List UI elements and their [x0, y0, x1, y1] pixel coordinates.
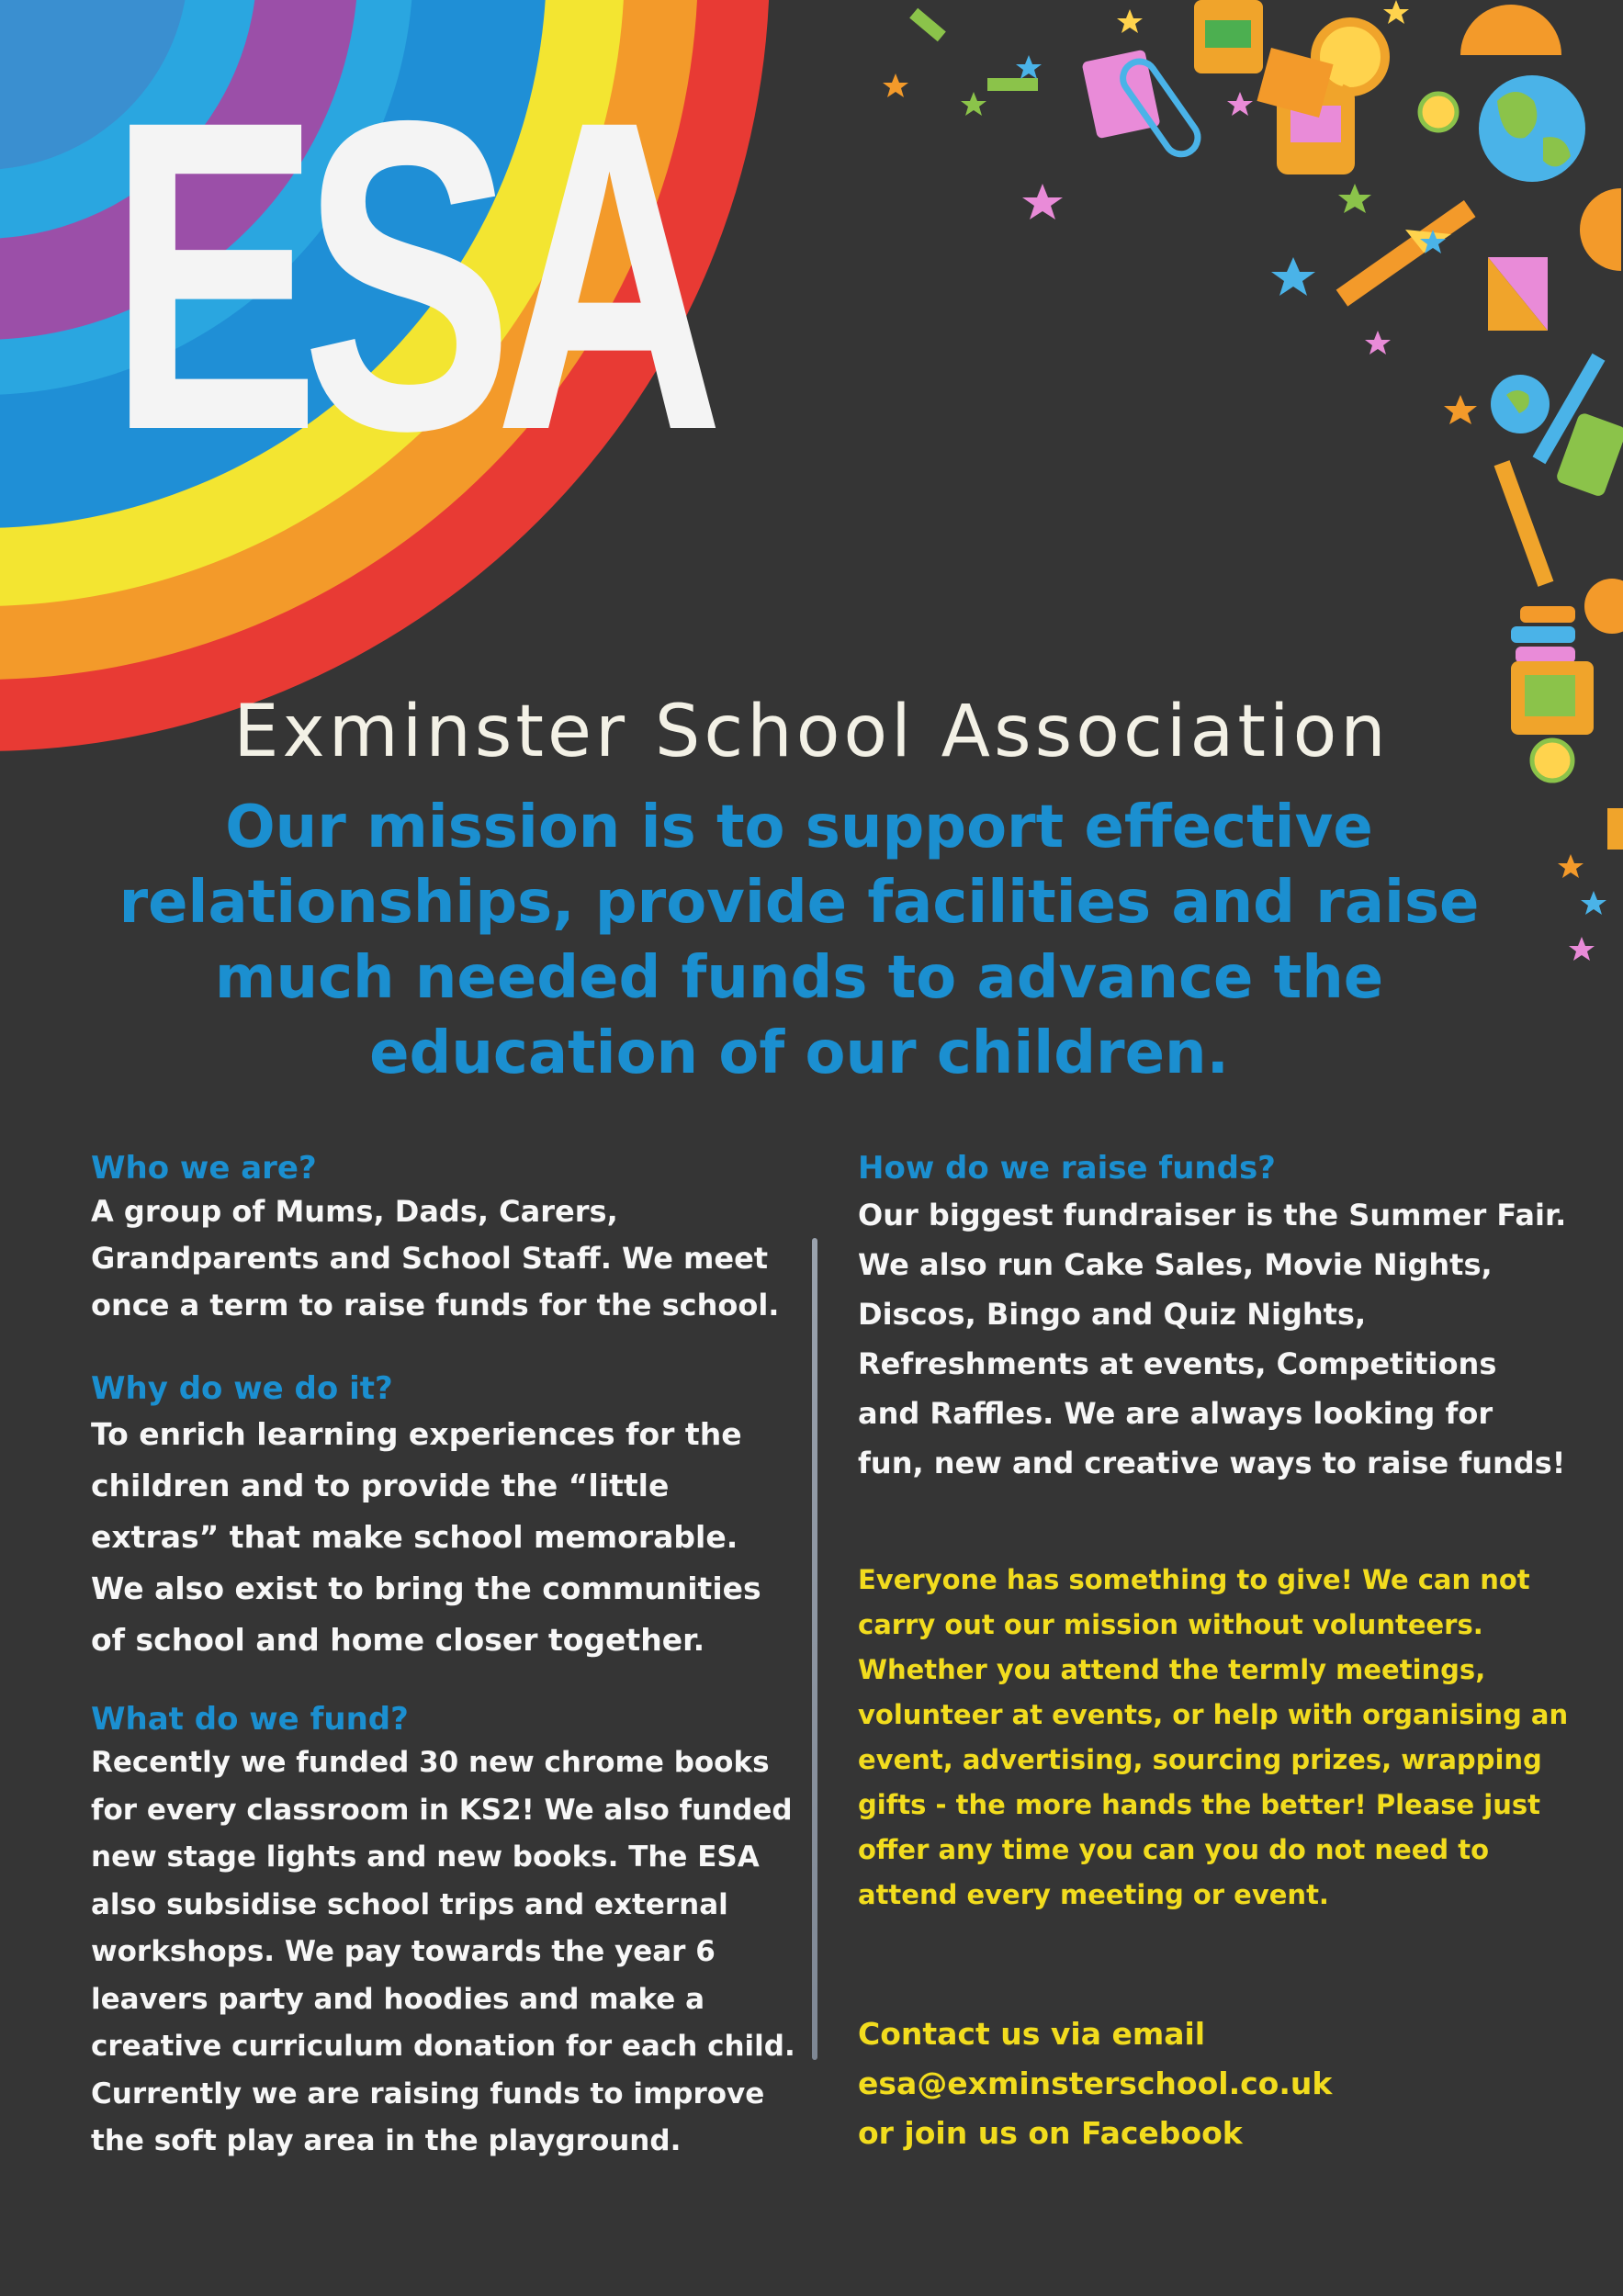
raise-heading: How do we raise funds? — [858, 1150, 1276, 1187]
raise-line: Discos, Bingo and Quiz Nights, — [858, 1297, 1367, 1332]
raise-line: and Raffles. We are always looking for — [858, 1396, 1493, 1431]
volunteer-line: carry out our mission without volunteers. — [858, 1609, 1483, 1640]
why-line: of school and home closer together. — [91, 1622, 705, 1658]
volunteer-line: volunteer at events, or help with organising an — [858, 1699, 1569, 1730]
volunteer-line: gifts - the more hands the better! Please just — [858, 1789, 1541, 1820]
raise-body — [858, 1190, 1574, 1488]
why-line: children and to provide the “little — [91, 1468, 670, 1503]
why-body — [91, 1409, 807, 1666]
why-line: To enrich learning experiences for the — [91, 1416, 742, 1452]
fund-body — [91, 1739, 807, 2166]
raise-line: We also run Cake Sales, Movie Nights, — [858, 1247, 1493, 1282]
raise-line: fun, new and creative ways to raise funds! — [858, 1446, 1566, 1480]
left-column — [91, 1148, 807, 2166]
mission-line: Our mission is to support effective — [225, 793, 1373, 861]
why-heading: Why do we do it? — [91, 1370, 393, 1407]
facebook-link[interactable]: or join us on Facebook — [858, 2115, 1243, 2151]
volunteer-line: Everyone has something to give! We can not — [858, 1564, 1530, 1595]
who-body — [91, 1188, 807, 1329]
volunteer-line: Whether you attend the termly meetings, — [858, 1654, 1486, 1685]
column-divider — [812, 1238, 817, 2060]
right-column — [858, 1148, 1574, 2158]
fund-line: creative curriculum donation for each child. — [91, 2030, 795, 2063]
contact-block — [858, 2009, 1574, 2158]
mission-line: relationships, provide facilities and raise — [118, 869, 1480, 937]
mission-line: education of our children. — [369, 1019, 1229, 1087]
mission-line: much needed funds to advance the — [214, 944, 1384, 1012]
volunteer-line: attend every meeting or event. — [858, 1879, 1329, 1910]
volunteer-line: event, advertising, sourcing prizes, wrapping — [858, 1744, 1542, 1775]
organization-title: Exminster School Association — [233, 691, 1390, 773]
fund-section — [91, 1699, 807, 2166]
who-line: A group of Mums, Dads, Carers, — [91, 1194, 618, 1229]
fund-line: Recently we funded 30 new chrome books — [91, 1746, 770, 1779]
mission-statement — [110, 790, 1488, 1091]
fund-line: Currently we are raising funds to improve — [91, 2077, 765, 2110]
fund-line: for every classroom in KS2! We also funded — [91, 1793, 793, 1827]
who-section — [91, 1148, 807, 1329]
raise-section — [858, 1148, 1574, 1488]
fund-line: also subsidise school trips and external — [91, 1887, 728, 1921]
who-heading: Who we are? — [91, 1150, 317, 1187]
contact-email-link[interactable]: esa@exminsterschool.co.uk — [858, 2065, 1333, 2101]
why-line: extras” that make school memorable. — [91, 1519, 738, 1555]
volunteer-appeal — [858, 1558, 1574, 1918]
raise-line: Refreshments at events, Competitions — [858, 1346, 1497, 1381]
who-line: once a term to raise funds for the school. — [91, 1288, 780, 1322]
fund-line: new stage lights and new books. The ESA — [91, 1840, 760, 1874]
fund-heading: What do we fund? — [91, 1701, 409, 1738]
fund-line: leavers party and hoodies and make a — [91, 1982, 704, 2016]
esa-logo: ESA — [108, 28, 706, 522]
why-line: We also exist to bring the communities — [91, 1570, 761, 1606]
fund-line: workshops. We pay towards the year 6 — [91, 1935, 716, 1968]
contact-label: Contact us via email — [858, 2016, 1206, 2052]
volunteer-line: offer any time you can you do not need to — [858, 1834, 1490, 1865]
raise-line: Our biggest fundraiser is the Summer Fair. — [858, 1198, 1567, 1232]
who-line: Grandparents and School Staff. We meet — [91, 1241, 769, 1276]
why-section — [91, 1368, 807, 1666]
fund-line: the soft play area in the playground. — [91, 2124, 682, 2157]
